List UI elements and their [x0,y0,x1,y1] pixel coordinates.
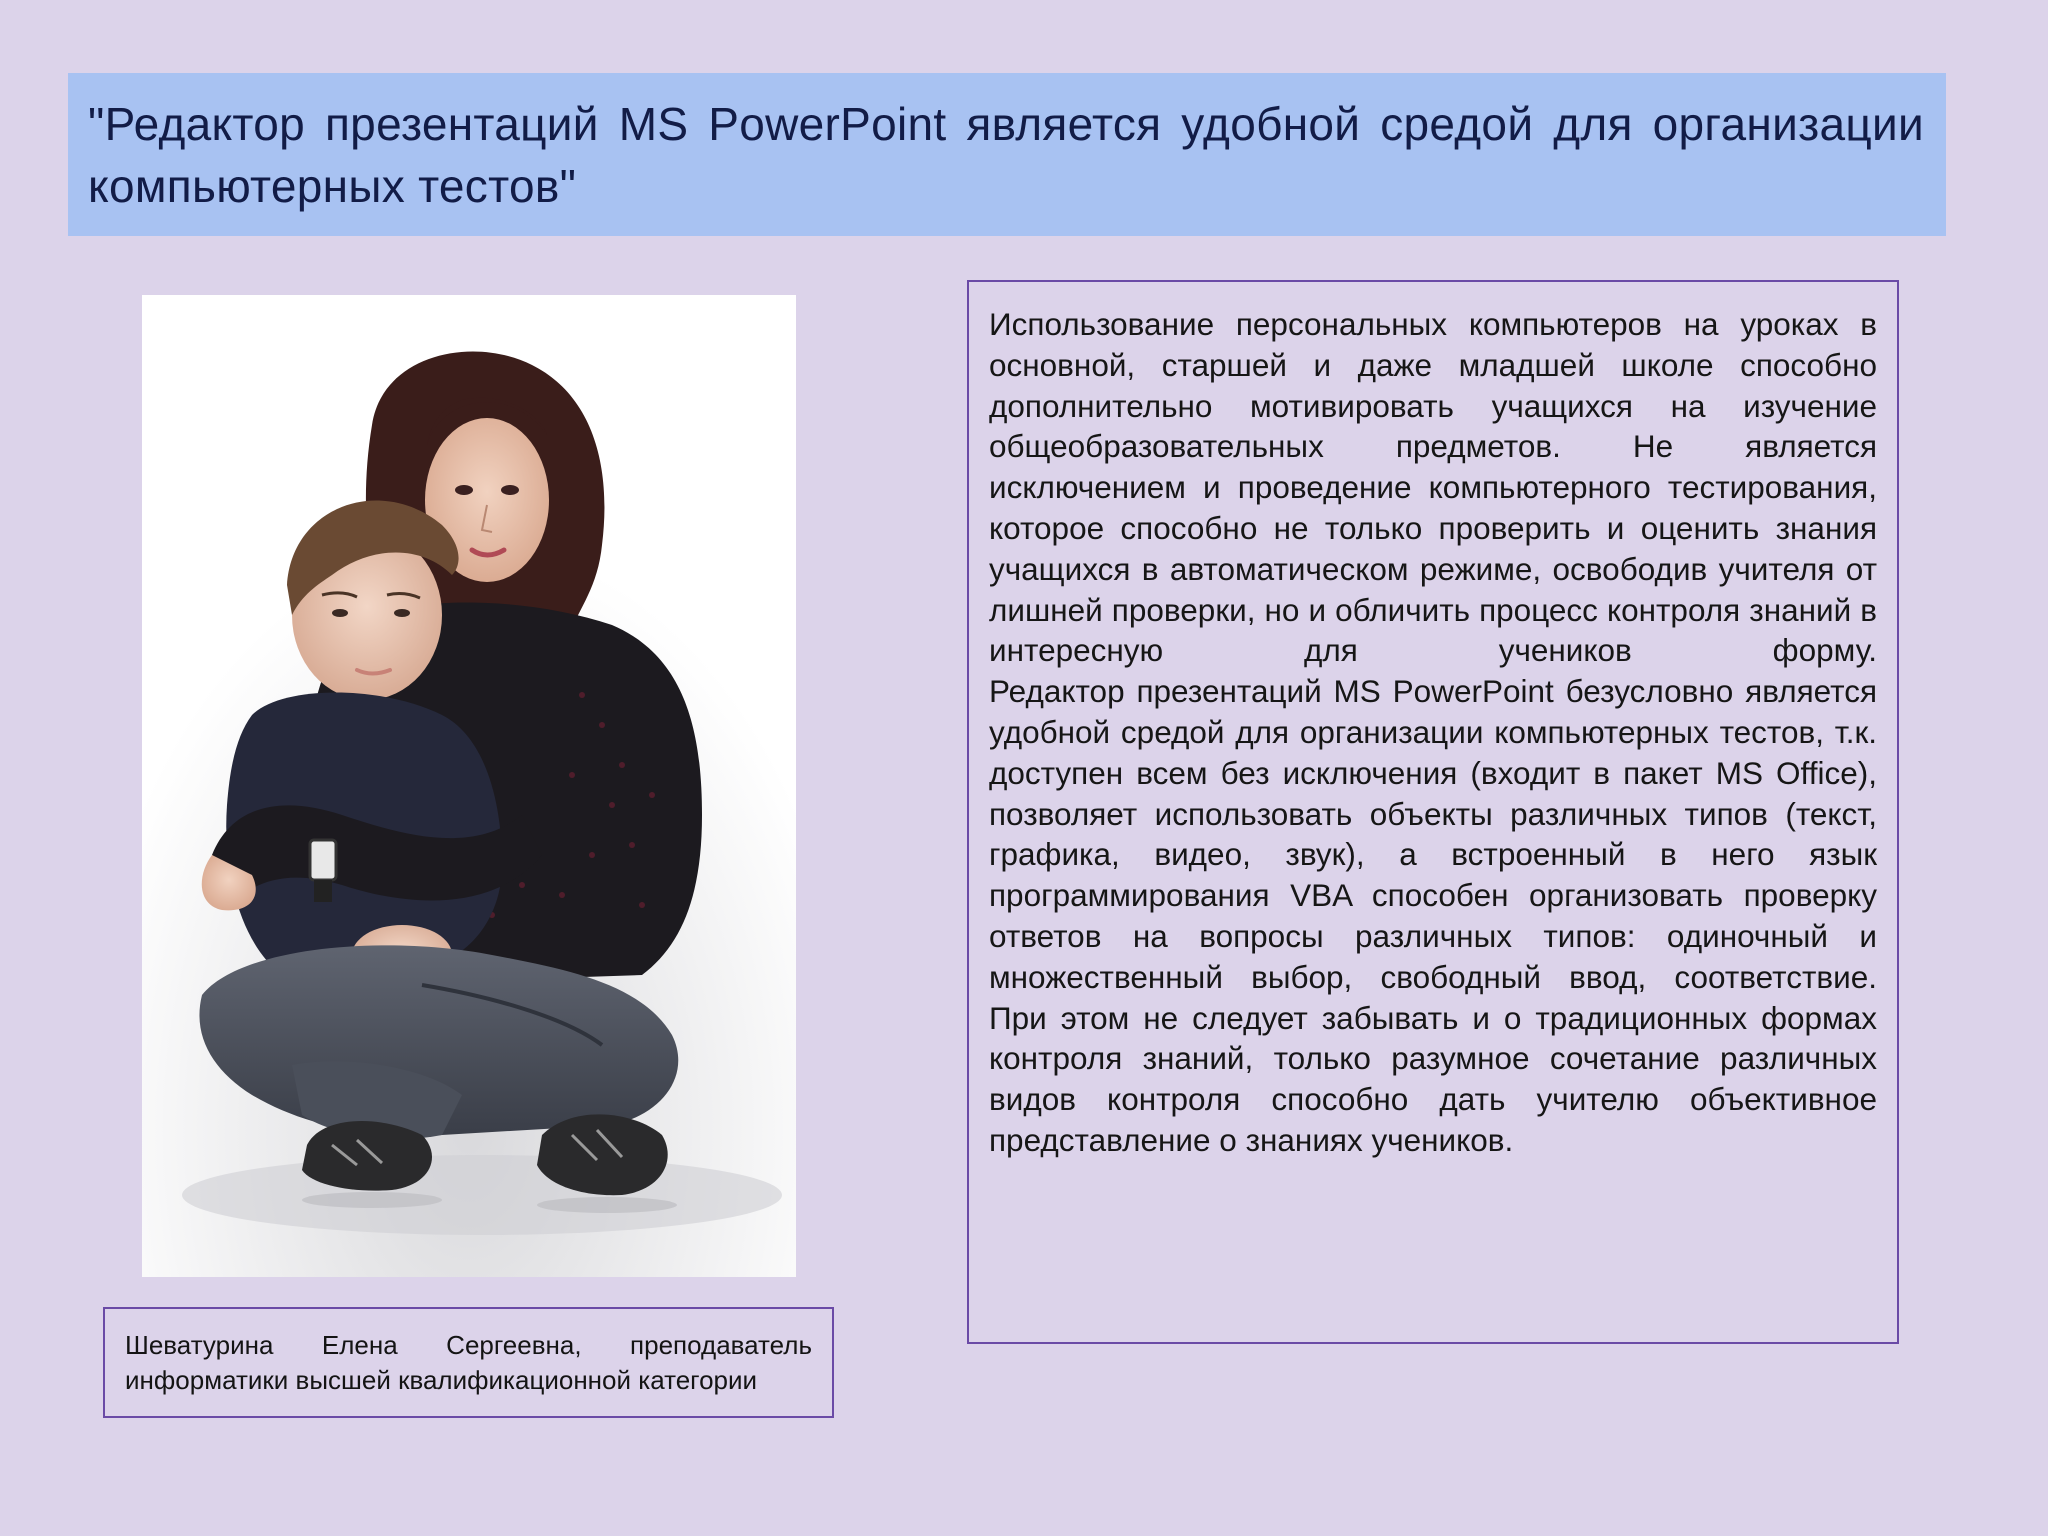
photo-illustration [142,295,796,1277]
body-paragraph-2: Редактор презентаций MS PowerPoint безусловно является удобной средой для организации компьютерных тестов, т.к. доступен всем без исключения (входит в пакет MS Office), позволяет использовать объекты различных типов (текст, графика, видео, звук), а встроенный в него язык программирования VBA способен организовать проверку ответов на вопросы различных типов: одиночный и множественный выбор, свободный ввод, соответствие. [989,673,1877,995]
body-text-box [967,280,1899,1344]
author-caption: Шеватурина Елена Сергеевна, преподаватель информатики высшей квалификационной категории [125,1330,812,1395]
slide-title: "Редактор презентаций MS PowerPoint является удобной средой для организации компьютерных тестов" [88,98,1924,212]
body-paragraph-3: При этом не следует забывать и о традиционных формах контроля знаний, только разумное сочетание различных видов контроля способно дать учителю объективное представление о знаниях учеников. [989,999,1877,1158]
author-caption-box [103,1307,834,1418]
photo-mother-and-son [142,295,796,1277]
title-banner [68,73,1946,236]
body-paragraph-1: Использование персональных компьютеров на уроках в основной, старшей и даже младшей школе способно дополнительно мотивировать учащихся на изучение общеобразовательных предметов. Не является исключением и проведение компьютерного тестирования, которое способно не только проверить и оценить знания учащихся в автоматическом режиме, освободив учителя от лишней проверки, но и обличить процесс контроля знаний в интересную для учеников форму. [989,306,1877,669]
